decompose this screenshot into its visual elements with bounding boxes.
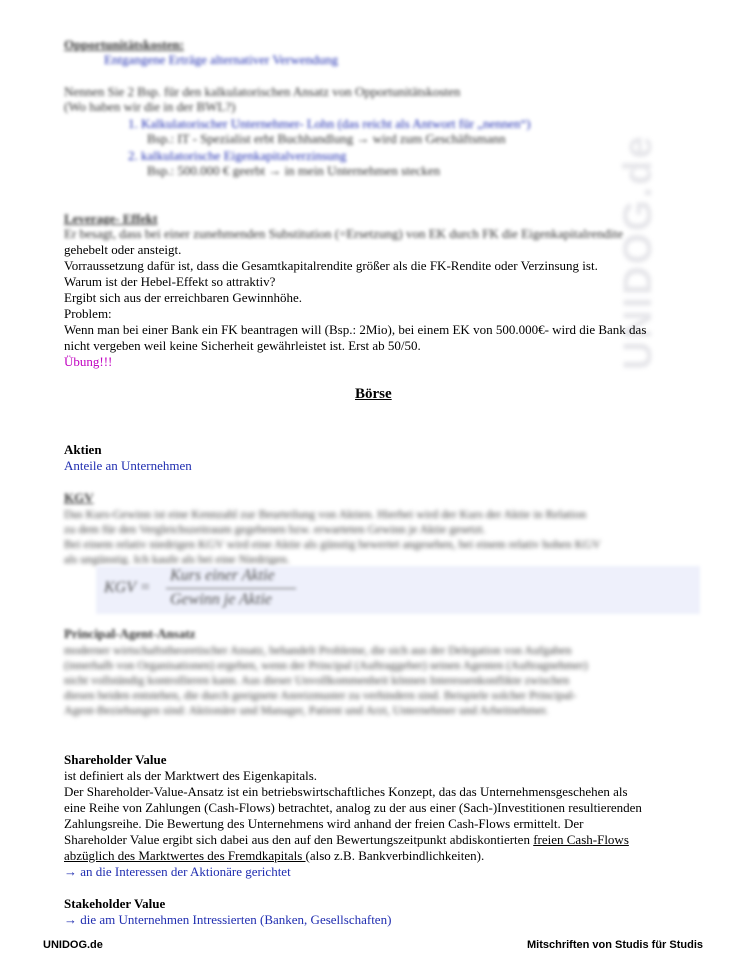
footer-brand: UNIDOG.de — [43, 939, 103, 951]
kgv-line-2: zu dem für den Vergleichszeitraum gegebenen bzw. erwarteten Gewinn je Aktie gesetzt. — [64, 522, 486, 536]
kgv-heading: KGV — [64, 490, 94, 505]
leverage-line-8: nicht vergeben weil keine Sicherheit gewährleistet ist. Erst ab 50/50. — [64, 338, 421, 353]
leverage-line-5: Ergibt sich aus der erreichbaren Gewinnhöhe. — [64, 290, 303, 305]
leverage-heading: Leverage- Effekt — [64, 211, 158, 226]
formula-numerator: Kurs einer Aktie — [170, 567, 275, 584]
principal-agent-heading: Principal-Agent-Ansatz — [64, 626, 196, 641]
shareholder-line-2: Der Shareholder-Value-Ansatz ist ein betriebswirtschaftliches Konzept, das das Unternehmensgeschehen als — [64, 784, 628, 799]
shareholder-line-5-text: Shareholder Value ergibt sich dabei aus den auf den Bewertungszeitpunkt abdiskontierten — [64, 832, 534, 847]
kgv-line-3: Bei einem relativ niedrigen KGV wird eine Aktie als günstig bewertet angesehen, bei einem relativ hohen KGV — [64, 537, 601, 551]
list-item-2-example: Bsp.: 500.000 € geerbt → in mein Unternehmen stecken — [147, 163, 441, 178]
shareholder-line-4: Zahlungsreihe. Die Bewertung des Unternehmens wird anhand der freien Cash-Flows ermittelt. Der — [64, 816, 584, 831]
question-line-2: (Wo haben wir die in der BWL?) — [64, 99, 236, 114]
question-line-1: Nennen Sie 2 Bsp. für den kalkulatorischen Ansatz von Opportunitätskosten — [64, 84, 461, 99]
fraction-bar — [166, 588, 296, 589]
stakeholder-heading: Stakeholder Value — [64, 896, 166, 911]
stakeholder-line-1: → die am Unternehmen Intressierten (Banken, Gesellschaften) — [64, 912, 392, 927]
formula-lhs: KGV = — [104, 579, 151, 596]
kgv-line-1: Das Kurs-Gewinn ist eine Kennzahl zur Beurteilung von Aktien. Hierbei wird der Kurs der Aktie in Relation — [64, 507, 587, 521]
leverage-line-1: Er besagt, dass bei einer zunehmenden Substitution (=Ersetzung) von EK durch FK die Eigenkapitalrendite — [64, 226, 623, 241]
list-item-1-example: Bsp.: IT - Spezialist erbt Buchhandlung → wird zum Geschäftsmann — [147, 131, 506, 146]
list-item-2: 2. kalkulatorische Eigenkapitalverzinsung — [128, 148, 347, 163]
market-value-debt-text: abzüglich des Marktwertes des Fremdkapitals — [64, 848, 306, 863]
footer-tagline: Mitschriften von Studis für Studis — [526, 939, 703, 951]
free-cash-flows-link: freien Cash-Flows — [533, 832, 629, 847]
principal-agent-line-3: nicht vollständig kontrollieren kann. Aus dieser Unvollkommenheit können Interessenkonflikte zwischen — [64, 673, 570, 687]
leverage-line-7: Wenn man bei einer Bank ein FK beantragen will (Bsp.: 2Mio), bei einem EK von 500.000€- wird die Bank das — [64, 322, 647, 337]
aktien-definition: Anteile an Unternehmen — [64, 458, 192, 473]
shareholder-heading: Shareholder Value — [64, 752, 167, 767]
shareholder-line-1: ist definiert als der Marktwert des Eigenkapitals. — [64, 768, 318, 783]
leverage-line-6: Problem: — [64, 306, 112, 321]
exercise-note: Übung!!! — [64, 354, 113, 369]
leverage-line-2: gehebelt oder ansteigt. — [64, 242, 182, 257]
shareholder-line-6 — [64, 848, 484, 864]
leverage-line-4: Warum ist der Hebel-Effekt so attraktiv? — [64, 274, 276, 289]
principal-agent-line-4: diesen beiden entstehen, die durch geeignete Anreizmuster zu verhindern sind. Beispiele solcher Principal- — [64, 688, 577, 702]
list-item-1: 1. Kalkulatorischer Unternehmer- Lohn (das reicht als Antwort für „nennen“) — [128, 116, 531, 131]
principal-agent-line-1: moderner wirtschaftstheoretischer Ansatz, behandelt Probleme, die sich aus der Delegation von Aufgaben — [64, 643, 572, 657]
opportunity-cost-heading: Opportunitätskosten: — [64, 37, 184, 52]
principal-agent-line-2: (innerhalb von Organisationen) ergeben, wenn der Principal (Auftraggeber) seinen Agenten (Auftragnehmer) — [64, 658, 588, 672]
leverage-line-3: Vorraussetzung dafür ist, dass die Gesamtkapitalrendite größer als die FK-Rendite oder Verzinsung ist. — [64, 258, 598, 273]
aktien-heading: Aktien — [64, 442, 102, 457]
shareholder-line-5 — [64, 832, 629, 848]
watermark: UNIDOG.de — [616, 134, 660, 370]
kgv-line-4: als ungünstig. Ich kaufe als bei eine Niedrigen. — [64, 552, 290, 566]
section-title-boerse: Börse — [355, 386, 392, 402]
principal-agent-line-5: Agent-Beziehungen sind: Aktionäre und Manager, Patient und Arzt, Unternehmer und Arbeitnehmer. — [64, 703, 549, 717]
shareholder-line-3: eine Reihe von Zahlungen (Cash-Flows) betrachtet, analog zu der aus einer (Sach-)Investitionen resultierenden — [64, 800, 642, 815]
shareholder-line-6-text: (also z.B. Bankverbindlichkeiten). — [305, 848, 485, 863]
opportunity-cost-definition: Entgangene Erträge alternativer Verwendung — [104, 52, 339, 67]
formula-denominator: Gewinn je Aktie — [170, 591, 272, 608]
shareholder-conclusion: → an die Interessen der Aktionäre gerichtet — [64, 864, 291, 879]
